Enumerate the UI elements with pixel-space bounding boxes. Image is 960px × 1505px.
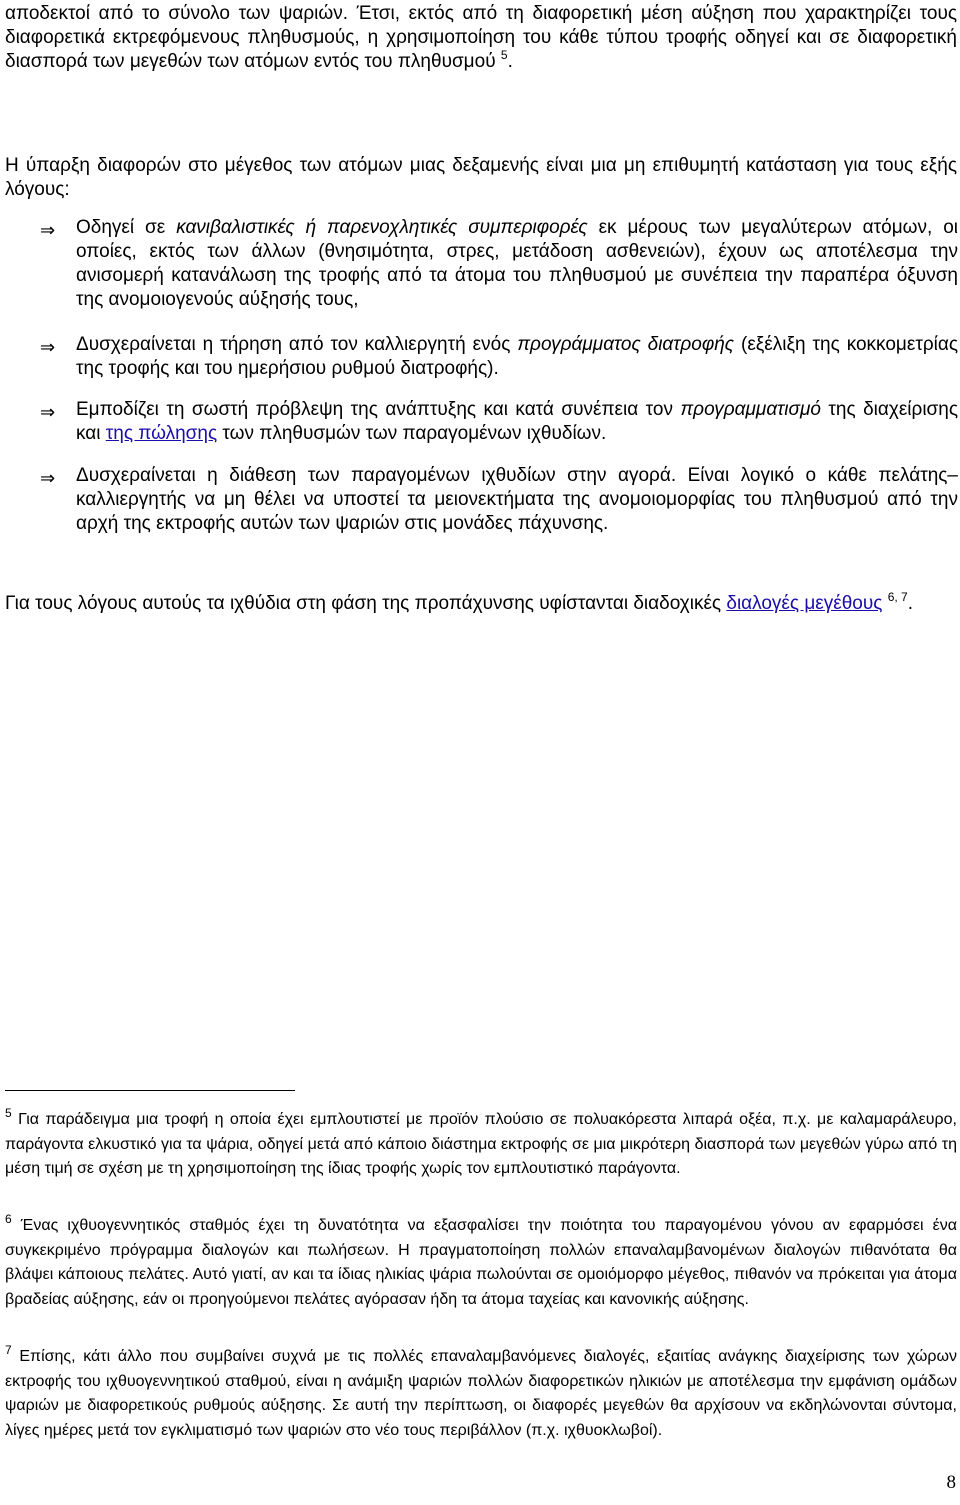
size-grading-link[interactable]: διαλογές μεγέθους [726, 593, 883, 614]
footnote-text: Για παράδειγμα μια τροφή η οποία έχει εμπλουτιστεί με προϊόν πλούσιο σε πολυακόρεστα λιπαρά οξέα, π.χ. με καλαμαράλευρο, παράγοντα ελκυστικό για τα ψάρια, οδηγεί μετά από κάποιο διάστημα εκτροφής σε μια μικρότερη διασπορά των μεγεθών γύρω από τη μέση τιμή σε σχέση με τη χρησιμοποίηση της ίδιας τροφής χωρίς τον εμπλουτιστικό παράγοντα. [5, 1111, 957, 1177]
bullet-italic-text: κανιβαλιστικές ή παρενοχλητικές συμπεριφορές [176, 217, 588, 238]
reasons-intro-paragraph: Η ύπαρξη διαφορών στο μέγεθος των ατόμων μιας δεξαμενής είναι μια μη επιθυμητή κατάσταση για τους εξής λόγους: [5, 155, 957, 200]
bullet-item [76, 216, 958, 312]
footnote-6 [5, 1211, 957, 1312]
footnote-number: 5 [5, 1105, 12, 1120]
footnote-ref-5[interactable]: 5 [500, 47, 508, 62]
intro-text: αποδεκτοί από το σύνολο των ψαριών. Έτσι, εκτός από τη διαφορετική μέση αύξηση που χαρακτηρίζει τους διαφορετικά εκτρεφόμενους πληθυσμούς, η χρησιμοποίηση του κάθε τύπου τροφής οδηγεί και σε διαφορετική διασπορά των μεγεθών των ατόμων εντός του πληθυσμού [5, 3, 957, 72]
footnote-number: 6 [5, 1211, 12, 1226]
footnote-separator [5, 1090, 295, 1091]
conclusion-paragraph [5, 589, 957, 616]
conclusion-end: . [907, 593, 913, 614]
bullet-italic-text: προγραμματισμό [680, 399, 821, 420]
bullet-item [76, 464, 958, 536]
footnote-7 [5, 1342, 957, 1443]
arrow-bullet-icon: ⇒ [40, 468, 56, 488]
arrow-bullet-icon: ⇒ [40, 402, 56, 422]
footnote-text: Επίσης, κάτι άλλο που συμβαίνει συχνά με τις πολλές επαναλαμβανόμενες διαλογές, εξαιτίας ανάγκης διαχείρισης των χώρων εκτροφής του ιχθυογεννητικού σταθμού, είναι η ανάμιξη ψαριών πολλών διαφορετικών ηλικιών με αποτέλεσμα την εμφάνιση ομάδων ψαριών με διαφορετικούς ρυθμούς αύξησης. Σε αυτή την περίπτωση, οι διαφορές μεγεθών θα αρχίσουν να εκδηλώνονται σύντομα, λίγες ημέρες μετά τον εγκλιματισμό των ψαριών στο νέο τους περιβάλλον (π.χ. ιχθυοκλωβοί). [5, 1348, 957, 1439]
bullet-text: Οδηγεί σε [76, 217, 177, 238]
arrow-bullet-icon: ⇒ [40, 220, 56, 240]
sales-link[interactable]: της πώλησης [105, 423, 218, 444]
bullet-item [76, 333, 958, 381]
intro-paragraph [5, 2, 957, 74]
conclusion-text: Για τους λόγους αυτούς τα ιχθύδια στη φάση της προπάχυνσης υφίστανται διαδοχικές [5, 593, 727, 614]
footnote-refs-6-7[interactable]: 6, 7 [887, 589, 908, 604]
footnote-number: 7 [5, 1342, 12, 1357]
page-number: 8 [946, 1472, 956, 1493]
bullet-text: Δυσχεραίνεται η διάθεση των παραγομένων ιχθυδίων στην αγορά. Είναι λογικό ο κάθε πελάτης–καλλιεργητής να μη θέλει να υποστεί τα μειονεκτήματα της ανομοιομορφίας του πληθυσμού από την αρχή της εκτροφής αυτών των ψαριών στις μονάδες πάχυνσης. [76, 465, 958, 534]
footnote-5 [5, 1105, 957, 1182]
arrow-bullet-icon: ⇒ [40, 337, 56, 357]
bullet-text: της διαχείρισης και [76, 399, 958, 444]
bullet-item [76, 398, 958, 446]
bullet-text: των πληθυσμών των παραγομένων ιχθυδίων. [217, 423, 607, 444]
footnote-text: Ένας ιχθυογεννητικός σταθμός έχει τη δυνατότητα να εξασφαλίσει την ποιότητα του παραγομένου γόνου αν εφαρμόσει ένα συγκεκριμένο πρόγραμμα διαλογών και πωλήσεων. Η πραγματοποίηση πολλών επαναλαμβανομένων διαλογών πιθανότατα θα βλάψει κάποιους πελάτες. Αυτό γιατί, αν και τα ίδιας ηλικίας ψάρια πωλούνται σε ομοιόμορφο μέγεθος, πιθανόν να πρόκειται για άτομα βραδείας αύξησης, εάν οι προηγούμενοι πελάτες αγόρασαν ήδη τα άτομα ταχείας και κανονικής αύξησης. [5, 1217, 957, 1308]
bullet-italic-text: προγράμματος διατροφής [517, 334, 735, 355]
bullet-text: εκ μέρους των μεγαλύτερων ατόμων, οι οποίες, εκτός των άλλων (θνησιμότητα, στρες, μετάδοση ασθενειών), έχουν ως αποτέλεσμα την ανισομερή κατανάλωση της τροφής από τα άτομα του πληθυσμού με συνέπεια την παραπέρα όξυνση της ανομοιογενούς αύξησής τους, [76, 217, 958, 310]
intro-end: . [507, 51, 513, 72]
bullet-text: Εμποδίζει τη σωστή πρόβλεψη της ανάπτυξης και κατά συνέπεια τον [76, 399, 681, 420]
bullet-text: Δυσχεραίνεται η τήρηση από τον καλλιεργητή ενός [76, 334, 518, 355]
bullet-text: (εξέλιξη της κοκκομετρίας της τροφής και του ημερήσιου ρυθμού διατροφής). [76, 334, 958, 379]
